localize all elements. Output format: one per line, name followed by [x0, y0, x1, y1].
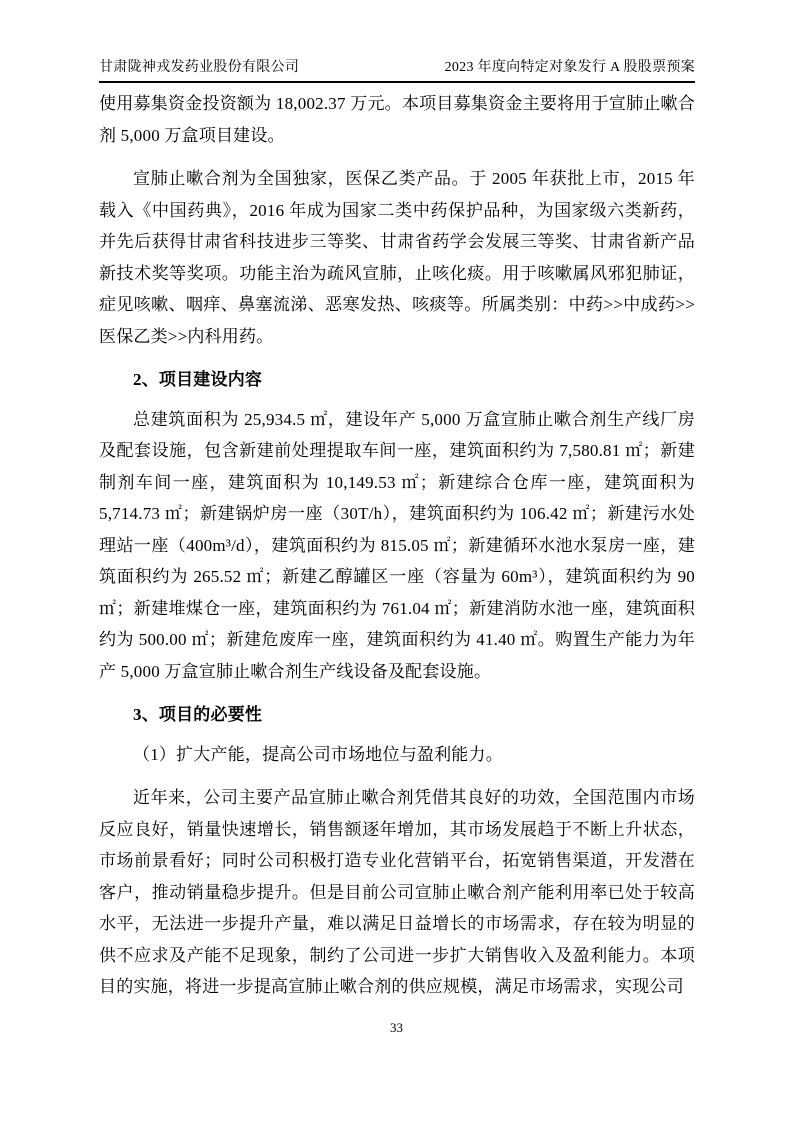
header-doc-title: 2023 年度向特定对象发行 A 股股票预案 — [444, 60, 695, 75]
paragraph-necessity-detail: 近年来，公司主要产品宣肺止嗽合剂凭借其良好的功效，全国范围内市场反应良好，销量快速增长，销售额逐年增加，其市场发展趋于不断上升状态，市场前景看好；同时公司积极打造专业化营销平台，拓宽销售渠道，开发潜在客户，推动销量稳步提升。但是目前公司宣肺止嗽合剂产能利用率已处于较高水平，无法进一步提升产量，难以满足日益增长的市场需求，存在较为明显的供不应求及产能不足现象，制约了公司进一步扩大销售收入及盈利能力。本项目的实施，将进一步提高宣肺止嗽合剂的供应规模，满足市场需求，实现公司 — [99, 788, 695, 996]
paragraph-necessity-item-1: （1）扩大产能，提高公司市场地位与盈利能力。 — [133, 744, 503, 764]
paragraph-construction-details: 总建筑面积为 25,934.5 ㎡，建设年产 5,000 万盒宣肺止嗽合剂生产线厂房及配套设施，包含新建前处理提取车间一座，建筑面积约为 7,580.81 ㎡；新建制剂车间一座，建筑面积为 10,149.53 ㎡；新建综合仓库一座，建筑面积为 5,714.73 ㎡；新建锅炉房一座（30T/h），建筑面积约为 106.42 ㎡；新建污水处理站一座（400m³/d），建筑面积约为 815.05 ㎡；新建循环水池水泵房一座，建筑面积约为 265.52 ㎡；新建乙醇罐区一座（容量为 60m³），建筑面积约为 90 ㎡；新建堆煤仓一座，建筑面积约为 761.04 ㎡；新建消防水池一座，建筑面积约为 500.00 ㎡；新建危废库一座，建筑面积约为 41.40 ㎡。购置生产能力为年产 5,000 万盒宣肺止嗽合剂生产线设备及配套设施。 — [99, 409, 695, 681]
paragraph-fund-usage: 使用募集资金投资额为 18,002.37 万元。本项目募集资金主要将用于宣肺止嗽合剂 5,000 万盒项目建设。 — [99, 94, 695, 145]
header-company-name: 甘肃陇神戎发药业股份有限公司 — [99, 60, 300, 75]
page-number: 33 — [390, 1020, 403, 1035]
section-heading-project-necessity: 3、项目的必要性 — [133, 705, 263, 724]
page-header — [99, 56, 695, 83]
document-body — [99, 88, 695, 1015]
paragraph-product-intro: 宣肺止嗽合剂为全国独家，医保乙类产品。于 2005 年获批上市，2015 年载入《中国药典》，2016 年成为国家二类中药保护品种，为国家级六类新药，并先后获得甘肃省科技进步三等奖、甘肃省药学会发展三等奖、甘肃省新产品新技术奖等奖项。功能主治为疏风宣肺，止咳化痰。用于咳嗽属风邪犯肺证，症见咳嗽、咽痒、鼻塞流涕、恶寒发热、咳痰等。所属类别：中药>>中成药>>医保乙类>>内科用药。 — [99, 169, 695, 346]
section-heading-construction-content: 2、项目建设内容 — [133, 370, 263, 389]
